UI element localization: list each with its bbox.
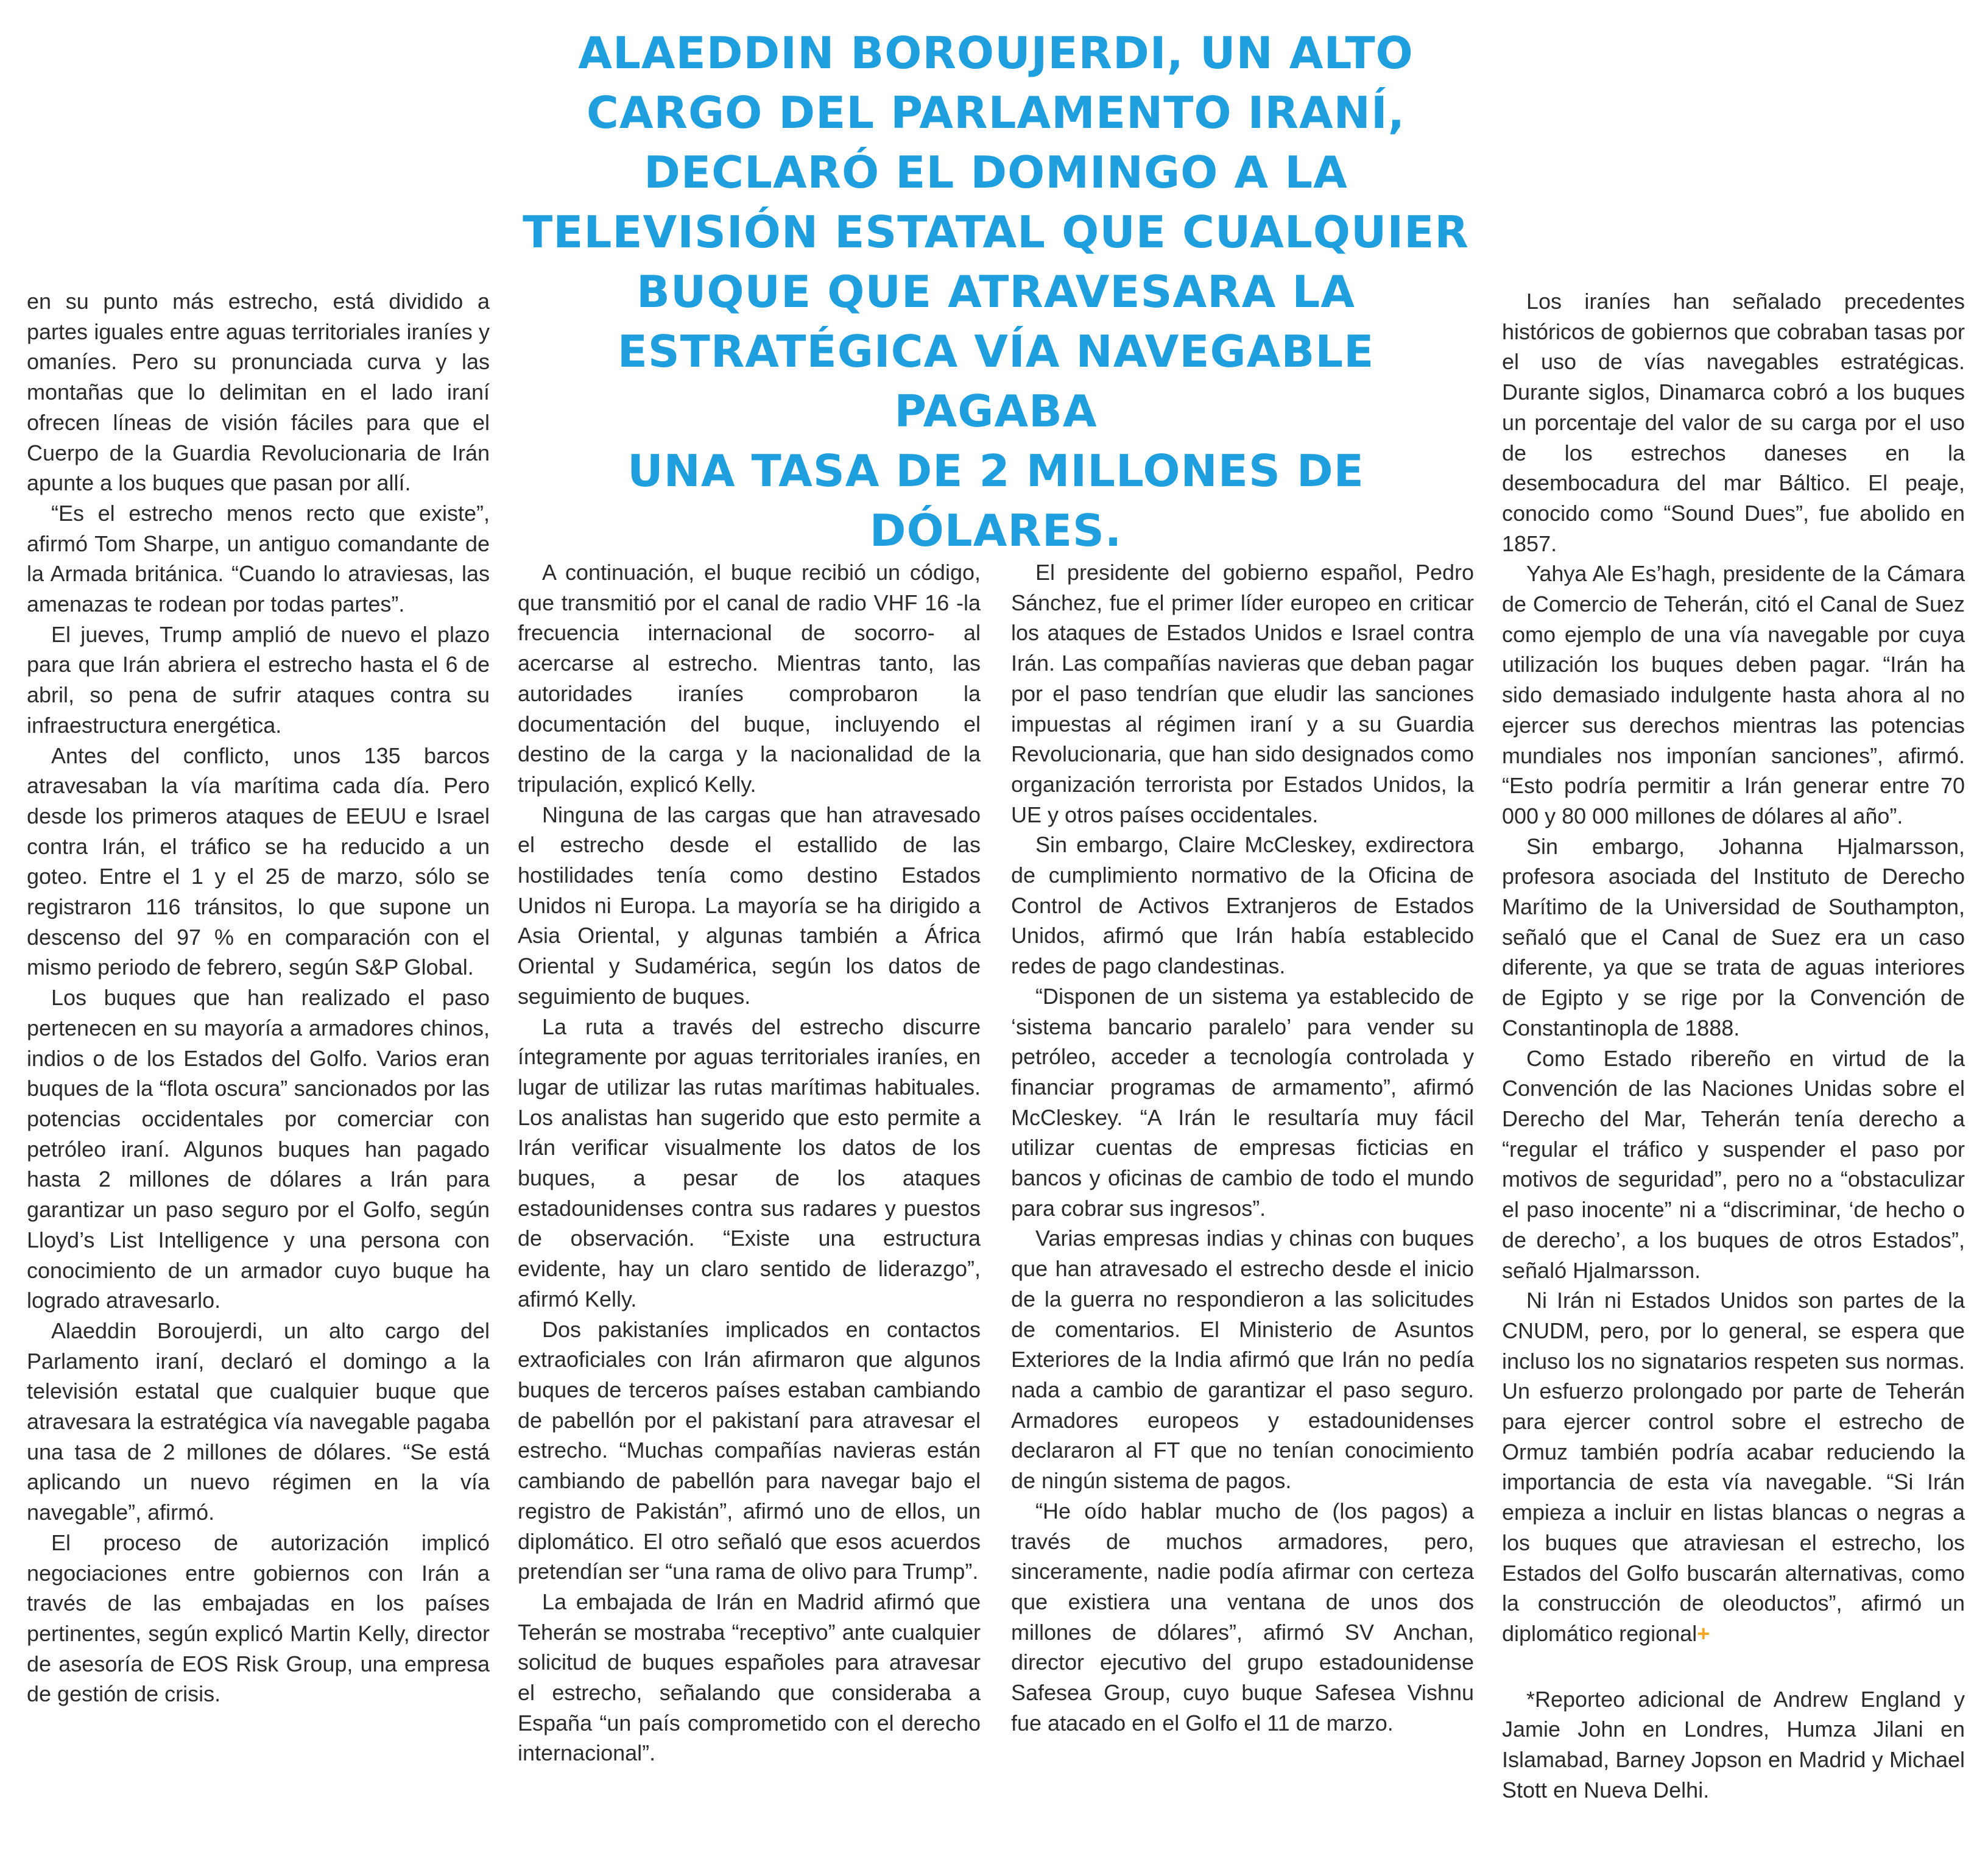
reporting-credit: *Reporteo adicional de Andrew England y Jamie John en Londres, Humza Jilani en Islamabad, Barney Jopson en Madrid y Michael Stott en Nueva Delhi. xyxy=(1502,1686,1965,1802)
pull-quote-line: DECLARÓ EL DOMINGO A LA xyxy=(644,147,1348,198)
pull-quote-line: TELEVISIÓN ESTATAL QUE CUALQUIER xyxy=(523,207,1469,258)
paragraph: Varias empresas indias y chinas con buques que han atravesado el estrecho desde el inicio de la guerra no respondieron a las solicitudes de comentarios. El Ministerio de Asuntos Exteriores de la India afirmó que Irán no pedía nada a cambio de garantizar el paso seguro. Armadores europeos y estadounidenses declararon al FT que no tenían conocimiento de ningún sistema de pagos. xyxy=(1011,1226,1474,1494)
paragraph: “Es el estrecho menos recto que existe”, afirmó Tom Sharpe, un antiguo comandante de la Armada británica. “Cuando lo atraviesas, las amenazas te rodean por todas partes”. xyxy=(27,500,490,617)
article-column-2 xyxy=(518,557,981,1768)
end-of-article-mark: + xyxy=(1697,1620,1710,1646)
paragraph: Los iraníes han señalado precedentes históricos de gobiernos que cobraban tasas por el uso de vías navegables estratégicas. Durante siglos, Dinamarca cobró a los buques un porcentaje del valor de su carga por el uso de los estrechos daneses en la desembocadura del mar Báltico. El peaje, conocido como “Sound Dues”, fue abolido en 1857. xyxy=(1502,289,1965,556)
paragraph: en su punto más estrecho, está dividido a partes iguales entre aguas territoriales iraníes y omaníes. Pero su pronunciada curva y las montañas que lo delimitan en el lado iraní ofrecen líneas de visión fáciles para que el Cuerpo de la Guardia Revolucionaria de Irán apunte a los buques que pasan por allí. xyxy=(27,289,490,496)
paragraph: Antes del conflicto, unos 135 barcos atravesaban la vía marítima cada día. Pero desde los primeros ataques de EEUU e Israel contra Irán, el tráfico se ha reducido a un goteo. Entre el 1 y el 25 de marzo, sólo se registraron 116 tránsitos, lo que supone un descenso del 97 % en comparación con el mismo periodo de febrero, según S&P Global. xyxy=(27,743,490,980)
final-paragraph-text: Ni Irán ni Estados Unidos son partes de la CNUDM, pero, por lo general, se espera que incluso los no signatarios respeten sus normas. Un esfuerzo prolongado por parte de Teherán para ejercer control sobre el estrecho de Ormuz también podría acabar reduciendo la importancia de esta vía navegable. “Si Irán empieza a incluir en listas blancas o negras a los buques que atraviesan el estrecho, los Estados del Golfo buscarán alternativas, como la construcción de oleoductos”, afirmó un diplomático regional xyxy=(1502,1288,1965,1646)
paragraph: La embajada de Irán en Madrid afirmó que Teherán se mostraba “receptivo” ante cualquier solicitud de buques españoles para atravesar el estrecho, señalando que consideraba a España “un país comprometido con el derecho internacional”. xyxy=(518,1589,981,1766)
pull-quote-line: ALAEDDIN BOROUJERDI, UN ALTO xyxy=(578,27,1414,79)
final-paragraph xyxy=(1502,1285,1965,1648)
paragraph: A continuación, el buque recibió un código, que transmitió por el canal de radio VHF 16 -la frecuencia internacional de socorro- al acercarse al estrecho. Mientras tanto, las autoridades iraníes comprobaron la documentación del buque, incluyendo el destino de la carga y la nacionalidad de la tripulación, explicó Kelly. xyxy=(518,560,981,797)
paragraph: Ninguna de las cargas que han atravesado el estrecho desde el estallido de las hostilidades tenía como destino Estados Unidos ni Europa. La mayoría se ha dirigido a Asia Oriental, y algunas también a África Oriental y Sudamérica, según los datos de seguimiento de buques. xyxy=(518,802,981,1009)
paragraph: Alaeddin Boroujerdi, un alto cargo del Parlamento iraní, declaró el domingo a la televisión estatal que cualquier buque que atravesara la estratégica vía navegable pagaba una tasa de 2 millones de dólares. “Se está aplicando un nuevo régimen en la vía navegable”, afirmó. xyxy=(27,1318,490,1525)
paragraph: Sin embargo, Johanna Hjalmarsson, profesora asociada del Instituto de Derecho Marítimo de la Universidad de Southampton, señaló que el Canal de Suez era un caso diferente, ya que se trata de aguas interiores de Egipto y se rige por la Convención de Constantinopla de 1888. xyxy=(1502,833,1965,1040)
article-column-4 xyxy=(1502,286,1965,1805)
paragraph: Los buques que han realizado el paso pertenecen en su mayoría a armadores chinos, indios o de los Estados del Golfo. Varios eran buques de la “flota oscura” sancionados por las potencias occidentales por comerciar con petróleo iraní. Algunos buques han pagado hasta 2 millones de dólares a Irán para garantizar un paso seguro por el Golfo, según Lloyd’s List Intelligence y una persona con conocimiento de un armador cuyo buque ha logrado atravesarlo. xyxy=(27,985,490,1313)
article-column-1 xyxy=(27,286,490,1709)
paragraph: “He oído hablar mucho de (los pagos) a través de muchos armadores, pero, sinceramente, nadie podía afirmar con certeza que existiera una ventana de unos dos millones de dólares”, afirmó SV Anchan, director ejecutivo del grupo estadounidense Safesea Group, cuyo buque Safesea Vishnu fue atacado en el Golfo el 11 de marzo. xyxy=(1011,1498,1474,1735)
paragraph: Dos pakistaníes implicados en contactos extraoficiales con Irán afirmaron que algunos buques de terceros países estaban cambiando de pabellón por el pakistaní para atravesar el estrecho. “Muchas compañías navieras están cambiando de pabellón para navegar bajo el registro de Pakistán”, afirmó uno de ellos, un diplomático. El otro señaló que esos acuerdos pretendían ser “una rama de olivo para Trump”. xyxy=(518,1316,981,1584)
paragraph: Sin embargo, Claire McCleskey, exdirectora de cumplimiento normativo de la Oficina de Control de Activos Extranjeros de Estados Unidos, afirmó que Irán había establecido redes de pago clandestinas. xyxy=(1011,832,1474,979)
paragraph: El proceso de autorización implicó negociaciones entre gobiernos con Irán a través de las embajadas en los países pertinentes, según explicó Martin Kelly, director de asesoría de EOS Risk Group, una empresa de gestión de crisis. xyxy=(27,1530,490,1707)
paragraph: El jueves, Trump amplió de nuevo el plazo para que Irán abriera el estrecho hasta el 6 de abril, so pena de sufrir ataques contra su infraestructura energética. xyxy=(27,621,490,738)
pull-quote-line: CARGO DEL PARLAMENTO IRANÍ, xyxy=(586,87,1406,138)
pull-quote-line: UNA TASA DE 2 MILLONES DE DÓLARES. xyxy=(627,445,1364,556)
article-column-3 xyxy=(1011,557,1474,1738)
paragraph: “Disponen de un sistema ya establecido de ‘sistema bancario paralelo’ para vender su petróleo, acceder a tecnología controlada y financiar programas de armamento”, afirmó McCleskey. “A Irán le resultaría muy fácil utilizar cuentas de empresas ficticias en bancos y oficinas de cambio de todo el mundo para cobrar sus ingresos”. xyxy=(1011,983,1474,1221)
pull-quote xyxy=(518,23,1474,560)
paragraph: Yahya Ale Es’hagh, presidente de la Cámara de Comercio de Teherán, citó el Canal de Suez como ejemplo de una vía navegable por cuya utilización los buques deben pagar. “Irán ha sido demasiado indulgente hasta ahora al no ejercer sus derechos mientras las potencias mundiales nos imponían sanciones”, afirmó. “Esto podría permitir a Irán generar entre 70 000 y 80 000 millones de dólares al año”. xyxy=(1502,561,1965,828)
pull-quote-line: ESTRATÉGICA VÍA NAVEGABLE PAGABA xyxy=(617,326,1375,437)
paragraph: El presidente del gobierno español, Pedro Sánchez, fue el primer líder europeo en criticar los ataques de Estados Unidos e Israel contra Irán. Las compañías navieras que deban pagar por el paso tendrían que eludir las sanciones impuestas al régimen iraní y a su Guardia Revolucionaria, que han sido designados como organización terrorista por Estados Unidos, la UE y otros países occidentales. xyxy=(1011,560,1474,827)
paragraph: Como Estado ribereño en virtud de la Convención de las Naciones Unidas sobre el Derecho del Mar, Teherán tenía derecho a “regular el tráfico y suspender el paso por motivos de seguridad”, pero no a “obstaculizar el paso inocente” ni a “discriminar, ‘de hecho o de derecho’, a los buques de otros Estados”, señaló Hjalmarsson. xyxy=(1502,1045,1965,1283)
pull-quote-line: BUQUE QUE ATRAVESARA LA xyxy=(636,266,1356,317)
paragraph: La ruta a través del estrecho discurre íntegramente por aguas territoriales iraníes, en lugar de utilizar las rutas marítimas habituales. Los analistas han sugerido que esto permite a Irán verificar visualmente los datos de los buques, a pesar de los ataques estadounidenses contra sus radares y puestos de observación. “Existe una estructura evidente, hay un claro sentido de liderazgo”, afirmó Kelly. xyxy=(518,1014,981,1312)
